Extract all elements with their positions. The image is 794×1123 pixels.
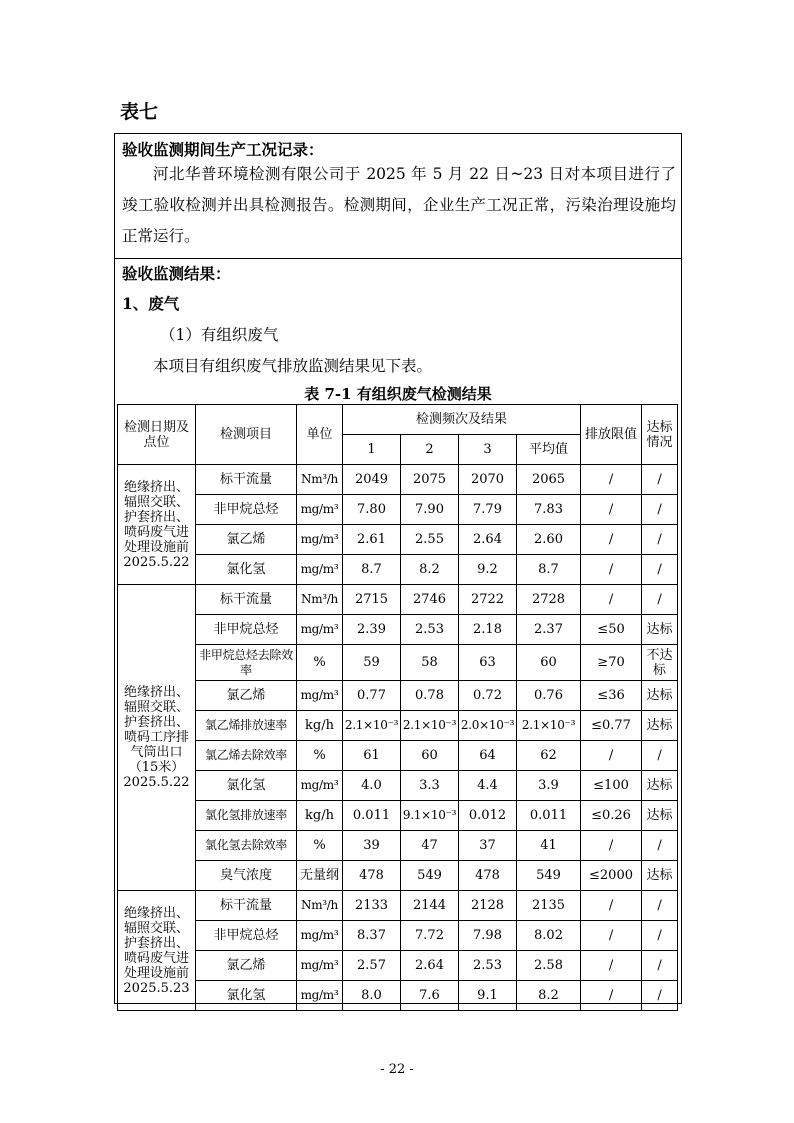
v1-cell: 39: [343, 831, 401, 861]
production-conditions-section: [115, 134, 681, 259]
v1-cell: 2715: [343, 585, 401, 615]
status-cell: /: [642, 555, 678, 585]
avg-cell: 2065: [517, 465, 581, 495]
item-cell: 氯化氢排放速率: [196, 801, 297, 831]
v3-cell: 2070: [459, 465, 517, 495]
limit-cell: ≤2000: [581, 861, 642, 891]
production-conditions-paragraph: 河北华普环境检测有限公司于 2025 年 5 月 22 日~23 日对本项目进行了竣工验收检测并出具检测报告。检测期间，企业生产工况正常，污染治理设施均正常运行。: [122, 165, 676, 245]
v1-cell: 2.1×10⁻³: [343, 711, 401, 741]
item-cell: 氯化氢: [196, 555, 297, 585]
unit-cell: kg/h: [297, 711, 343, 741]
item-cell: 氯乙烯排放速率: [196, 711, 297, 741]
v1-cell: 2.61: [343, 525, 401, 555]
status-cell: 达标: [642, 681, 678, 711]
status-cell: /: [642, 921, 678, 951]
v3-cell: 7.98: [459, 921, 517, 951]
unit-cell: kg/h: [297, 801, 343, 831]
unit-cell: Nm³/h: [297, 585, 343, 615]
table-row: [118, 891, 678, 921]
header-freq-1: 1: [343, 435, 401, 465]
avg-cell: 8.7: [517, 555, 581, 585]
v1-cell: 2.57: [343, 951, 401, 981]
item-cell: 氯化氢去除效率: [196, 831, 297, 861]
unit-cell: %: [297, 831, 343, 861]
status-cell: 达标: [642, 711, 678, 741]
table-row: [118, 681, 678, 711]
table-row: [118, 831, 678, 861]
avg-cell: 2.58: [517, 951, 581, 981]
limit-cell: ≤0.77: [581, 711, 642, 741]
table-row: [118, 981, 678, 1011]
header-freq-3: 3: [459, 435, 517, 465]
item-cell: 标干流量: [196, 585, 297, 615]
header-average: 平均值: [517, 435, 581, 465]
v2-cell: 2.1×10⁻³: [401, 711, 459, 741]
v1-cell: 2049: [343, 465, 401, 495]
table-row: [118, 861, 678, 891]
v2-cell: 9.1×10⁻³: [401, 801, 459, 831]
status-cell: /: [642, 495, 678, 525]
v2-cell: 8.2: [401, 555, 459, 585]
v1-cell: 0.011: [343, 801, 401, 831]
avg-cell: 41: [517, 831, 581, 861]
header-unit: 单位: [297, 405, 343, 465]
unit-cell: mg/m³: [297, 495, 343, 525]
item-cell: 氯化氢: [196, 771, 297, 801]
limit-cell: ≤100: [581, 771, 642, 801]
table-row: [118, 711, 678, 741]
table-row: [118, 951, 678, 981]
v1-cell: 8.7: [343, 555, 401, 585]
v3-cell: 478: [459, 861, 517, 891]
table-row: [118, 921, 678, 951]
status-cell: 不达标: [642, 645, 678, 681]
v3-cell: 9.1: [459, 981, 517, 1011]
v3-cell: 63: [459, 645, 517, 681]
unit-cell: mg/m³: [297, 921, 343, 951]
avg-cell: 0.011: [517, 801, 581, 831]
v3-cell: 9.2: [459, 555, 517, 585]
item-cell: 氯乙烯: [196, 681, 297, 711]
item-cell: 非甲烷总烃: [196, 495, 297, 525]
avg-cell: 2.37: [517, 615, 581, 645]
v1-cell: 7.80: [343, 495, 401, 525]
table-row: [118, 801, 678, 831]
status-cell: 达标: [642, 861, 678, 891]
v1-cell: 8.37: [343, 921, 401, 951]
limit-cell: /: [581, 831, 642, 861]
unit-cell: mg/m³: [297, 951, 343, 981]
limit-cell: ≥70: [581, 645, 642, 681]
v3-cell: 2.64: [459, 525, 517, 555]
point-cell: 绝缘挤出、辐照交联、护套挤出、喷码废气进处理设施前2025.5.23: [118, 891, 196, 1011]
table-row: [118, 741, 678, 771]
point-cell: 绝缘挤出、辐照交联、护套挤出、喷码工序排气筒出口（15米）2025.5.22: [118, 585, 196, 891]
status-cell: /: [642, 585, 678, 615]
v2-cell: 2.55: [401, 525, 459, 555]
limit-cell: ≤50: [581, 615, 642, 645]
item-cell: 臭气浓度: [196, 861, 297, 891]
production-conditions-title: 验收监测期间生产工况记录：: [122, 140, 324, 159]
limit-cell: /: [581, 951, 642, 981]
unit-cell: mg/m³: [297, 525, 343, 555]
unit-cell: %: [297, 645, 343, 681]
status-cell: 达标: [642, 615, 678, 645]
status-cell: /: [642, 831, 678, 861]
limit-cell: ≤36: [581, 681, 642, 711]
v2-cell: 2.64: [401, 951, 459, 981]
item-cell: 非甲烷总烃: [196, 921, 297, 951]
v1-cell: 59: [343, 645, 401, 681]
v2-cell: 60: [401, 741, 459, 771]
v1-cell: 2.39: [343, 615, 401, 645]
limit-cell: ≤0.26: [581, 801, 642, 831]
unit-cell: mg/m³: [297, 555, 343, 585]
v2-cell: 58: [401, 645, 459, 681]
item-cell: 标干流量: [196, 891, 297, 921]
content-frame: [114, 133, 682, 1004]
table-row: [118, 525, 678, 555]
table-row: [118, 615, 678, 645]
status-cell: /: [642, 525, 678, 555]
limit-cell: /: [581, 525, 642, 555]
v3-cell: 64: [459, 741, 517, 771]
avg-cell: 549: [517, 861, 581, 891]
v3-cell: 2.53: [459, 951, 517, 981]
unit-cell: Nm³/h: [297, 891, 343, 921]
table-caption: 表 7-1 有组织废气检测结果: [304, 385, 492, 403]
avg-cell: 2.60: [517, 525, 581, 555]
limit-cell: /: [581, 465, 642, 495]
item-cell: 标干流量: [196, 465, 297, 495]
status-cell: /: [642, 741, 678, 771]
item-cell: 非甲烷总烃去除效率: [196, 645, 297, 681]
v2-cell: 3.3: [401, 771, 459, 801]
v1-cell: 0.77: [343, 681, 401, 711]
monitoring-results-title: 验收监测结果：: [122, 264, 231, 283]
avg-cell: 2728: [517, 585, 581, 615]
limit-cell: /: [581, 891, 642, 921]
unit-cell: 无量纲: [297, 861, 343, 891]
v1-cell: 61: [343, 741, 401, 771]
v3-cell: 7.79: [459, 495, 517, 525]
v3-cell: 2.0×10⁻³: [459, 711, 517, 741]
header-freq-2: 2: [401, 435, 459, 465]
organized-waste-gas-subtitle: （1）有组织废气: [160, 326, 279, 344]
v2-cell: 47: [401, 831, 459, 861]
status-cell: /: [642, 981, 678, 1011]
waste-gas-subtitle: 1、废气: [122, 294, 180, 313]
header-status: 达标情况: [642, 405, 678, 465]
limit-cell: /: [581, 921, 642, 951]
header-limit: 排放限值: [581, 405, 642, 465]
v2-cell: 2144: [401, 891, 459, 921]
limit-cell: /: [581, 495, 642, 525]
status-cell: 达标: [642, 771, 678, 801]
v2-cell: 7.6: [401, 981, 459, 1011]
v1-cell: 2133: [343, 891, 401, 921]
unit-cell: mg/m³: [297, 615, 343, 645]
limit-cell: /: [581, 741, 642, 771]
table-row: [118, 645, 678, 681]
v3-cell: 2128: [459, 891, 517, 921]
v2-cell: 7.72: [401, 921, 459, 951]
v3-cell: 2722: [459, 585, 517, 615]
item-cell: 氯乙烯去除效率: [196, 741, 297, 771]
item-cell: 氯化氢: [196, 981, 297, 1011]
unit-cell: mg/m³: [297, 981, 343, 1011]
item-cell: 氯乙烯: [196, 951, 297, 981]
avg-cell: 8.2: [517, 981, 581, 1011]
status-cell: /: [642, 465, 678, 495]
header-item: 检测项目: [196, 405, 297, 465]
item-cell: 非甲烷总烃: [196, 615, 297, 645]
table-body: [118, 465, 678, 1011]
v3-cell: 0.012: [459, 801, 517, 831]
table-row: [118, 585, 678, 615]
avg-cell: 8.02: [517, 921, 581, 951]
limit-cell: /: [581, 981, 642, 1011]
table-row: [118, 465, 678, 495]
status-cell: 达标: [642, 801, 678, 831]
unit-cell: Nm³/h: [297, 465, 343, 495]
page-number: - 22 -: [380, 1062, 414, 1077]
limit-cell: /: [581, 555, 642, 585]
header-date-point: 检测日期及点位: [118, 405, 196, 465]
item-cell: 氯乙烯: [196, 525, 297, 555]
unit-cell: mg/m³: [297, 771, 343, 801]
avg-cell: 2.1×10⁻³: [517, 711, 581, 741]
avg-cell: 7.83: [517, 495, 581, 525]
v3-cell: 0.72: [459, 681, 517, 711]
table-intro-text: 本项目有组织废气排放监测结果见下表。: [153, 357, 433, 375]
v2-cell: 7.90: [401, 495, 459, 525]
unit-cell: mg/m³: [297, 681, 343, 711]
avg-cell: 2135: [517, 891, 581, 921]
avg-cell: 0.76: [517, 681, 581, 711]
point-cell: 绝缘挤出、辐照交联、护套挤出、喷码废气进处理设施前2025.5.22: [118, 465, 196, 585]
v2-cell: 0.78: [401, 681, 459, 711]
table-row: [118, 495, 678, 525]
v2-cell: 2746: [401, 585, 459, 615]
v1-cell: 4.0: [343, 771, 401, 801]
v3-cell: 4.4: [459, 771, 517, 801]
status-cell: /: [642, 951, 678, 981]
status-cell: /: [642, 891, 678, 921]
avg-cell: 60: [517, 645, 581, 681]
table-row: [118, 771, 678, 801]
v3-cell: 2.18: [459, 615, 517, 645]
v3-cell: 37: [459, 831, 517, 861]
header-frequency-group: 检测频次及结果: [343, 405, 581, 435]
waste-gas-results-table: [117, 404, 678, 1011]
avg-cell: 3.9: [517, 771, 581, 801]
v2-cell: 2075: [401, 465, 459, 495]
v1-cell: 8.0: [343, 981, 401, 1011]
page-heading: 表七: [120, 101, 159, 123]
unit-cell: %: [297, 741, 343, 771]
v1-cell: 478: [343, 861, 401, 891]
v2-cell: 549: [401, 861, 459, 891]
limit-cell: /: [581, 585, 642, 615]
v2-cell: 2.53: [401, 615, 459, 645]
table-row: [118, 555, 678, 585]
avg-cell: 62: [517, 741, 581, 771]
